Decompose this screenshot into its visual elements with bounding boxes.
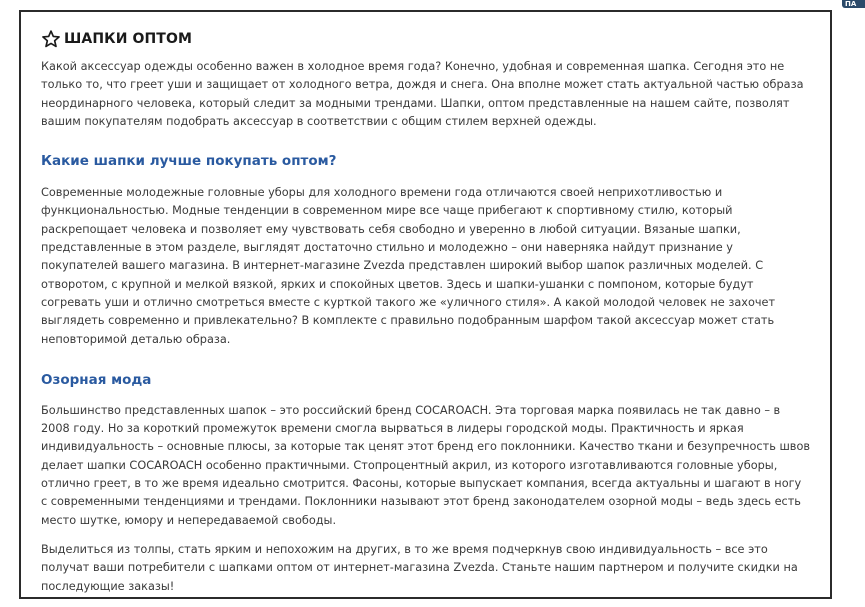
section-heading-playful-fashion: Озорная мода	[41, 371, 152, 388]
page-title: ШАПКИ ОПТОМ	[64, 31, 192, 47]
corner-tab[interactable]: ПА	[842, 0, 865, 8]
article-body	[41, 58, 811, 596]
section-paragraph-playful-fashion: Большинство представленных шапок – это российский бренд COCAROACH. Эта торговая марка появилась не так давно – в 2008 году. Но за короткий промежуток времени смогла вырваться в лидеры городской моды. Практичность и яркая индивидуальность – основные плюсы, за которые так ценят этот бренд его поклонники. Качество ткани и безупречность швов делает шапки COCAROACH особенно практичными. Стопроцентный акрил, из которого изготавливаются головные уборы, отлично греет, в то же время идеально смотрится. Фасоны, которые выпускает компания, всегда актуальны и шагают в ногу с современными тенденциями и трендами. Поклонники называют этот бренд законодателем озорной моды – ведь здесь есть место шутке, юмору и непередаваемой свободы.	[41, 403, 811, 527]
star-outline-icon	[41, 29, 61, 49]
section-heading-which-hats: Какие шапки лучше покупать оптом?	[41, 153, 337, 170]
article-container	[19, 10, 832, 599]
closing-paragraph: Выделиться из толпы, стать ярким и непохожим на других, в то же время подчеркнув свою индивидуальность – все это получат ваши потребители с шапками оптом от интернет-магазина Zvezda. Станьте нашим партнером и получите скидки на последующие заказы!	[41, 542, 798, 593]
title-row	[41, 29, 192, 49]
intro-paragraph: Какой аксессуар одежды особенно важен в холодное время года? Конечно, удобная и современная шапка. Сегодня это не только то, что греет уши и защищает от холодного ветра, дождя и снега. Она вполне может стать актуальной частью образа неординарного человека, который следит за модными трендами. Шапки, оптом представленные на нашем сайте, позволят вашим покупателям подобрать аксессуар в соответствии с общим стилем верхней одежды.	[41, 60, 804, 128]
section-paragraph-which-hats: Современные молодежные головные уборы для холодного времени года отличаются своей неприхотливостью и функциональностью. Модные тенденции в современном мире все чаще прибегают к спортивному стилю, который раскрепощает человека и позволяет ему чувствовать себя свободно и уверенно в любой ситуации. Вязаные шапки, представленные в этом разделе, выглядят достаточно стильно и молодежно – они наверняка найдут признание у покупателей вашего магазина. В интернет-магазине Zvezda представлен широкий выбор шапок различных моделей. С отворотом, с крупной и мелкой вязкой, ярких и спокойных цветов. Здесь и шапки-ушанки с помпоном, которые будут согревать уши и отлично смотреться вместе с курткой такого же «уличного стиля». А какой молодой человек не захочет выглядеть современно и привлекательно? В комплекте с правильно подобранным шарфом такой аксессуар может стать неповторимой деталью образа.	[41, 186, 776, 346]
